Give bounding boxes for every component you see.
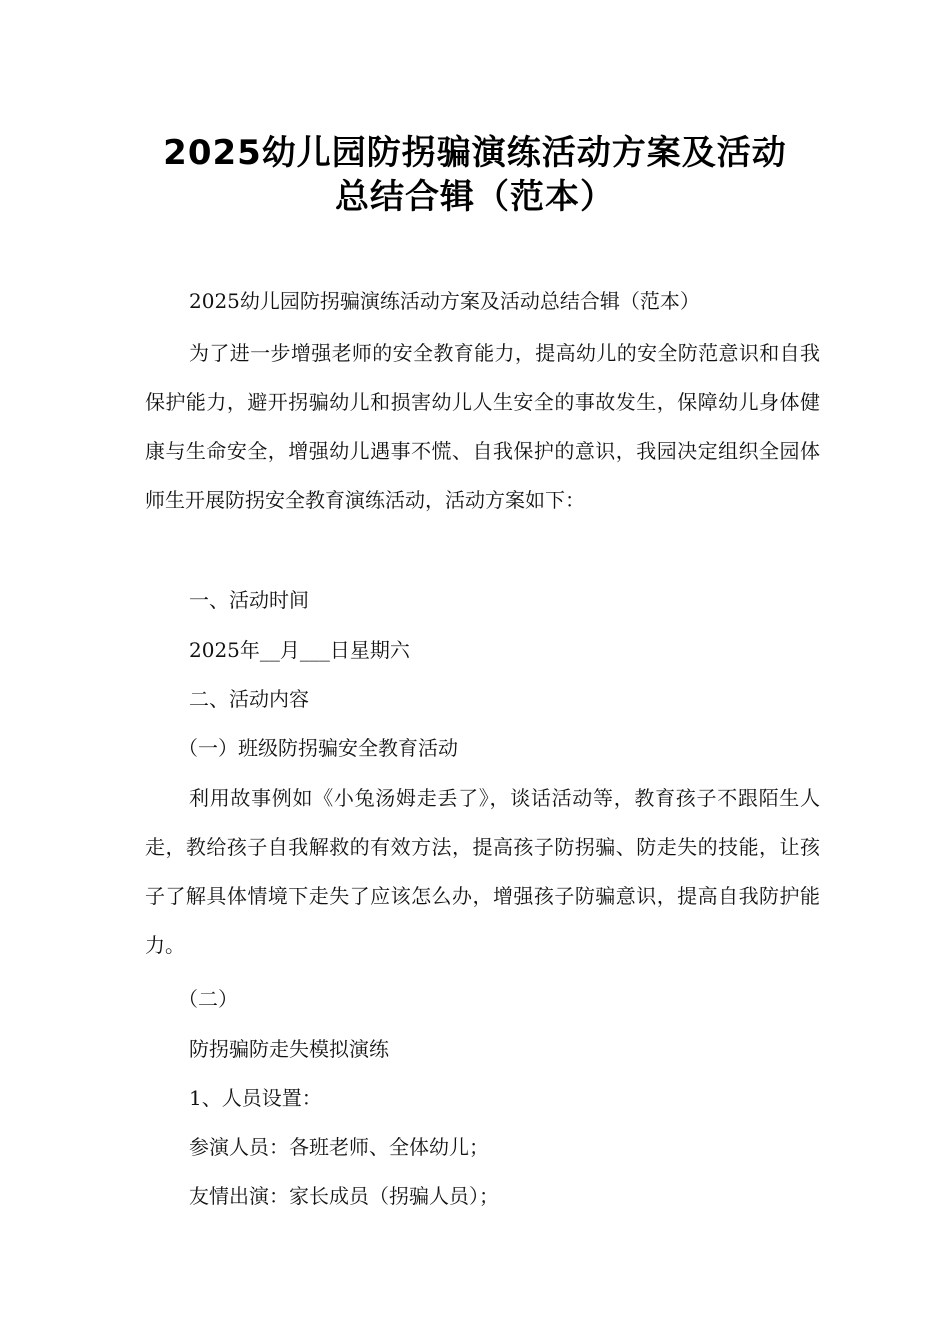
participants-line: 参演人员：各班老师、全体幼儿； (189, 1135, 489, 1159)
section-2-heading: 二、活动内容 (189, 687, 309, 711)
item-1-heading: 1、人员设置： (189, 1086, 322, 1110)
document-title-line-2: 总结合辑（范本） (335, 177, 615, 217)
subsection-1-heading: （一）班级防拐骗安全教育活动 (178, 736, 458, 760)
drill-title: 防拐骗防走失模拟演练 (189, 1037, 389, 1061)
subsection-1-paragraph: 利用故事例如《小兔汤姆走丢了》，谈话活动等，教育孩子不跟陌生人走，教给孩子自我解救的有效方法，提高孩子防拐骗、防走失的技能，让孩子了解具体情境下走失了应该怎么办，增强孩子防骗意识，提高自我防护能力。 (145, 786, 820, 957)
activity-date: 2025年__月___日星期六 (189, 638, 410, 662)
guest-performers-line: 友情出演：家长成员（拐骗人员）； (189, 1184, 499, 1208)
section-1-heading: 一、活动时间 (189, 588, 309, 612)
document-subtitle: 2025幼儿园防拐骗演练活动方案及活动总结合辑（范本） (189, 289, 700, 313)
intro-paragraph: 为了进一步增强老师的安全教育能力，提高幼儿的安全防范意识和自我保护能力，避开拐骗幼儿和损害幼儿人生安全的事故发生，保障幼儿身体健康与生命安全，增强幼儿遇事不慌、自我保护的意识，我园决定组织全园体师生开展防拐安全教育演练活动，活动方案如下： (145, 341, 820, 512)
subsection-2-heading: （二） (178, 987, 238, 1011)
document-title-line-1: 2025幼儿园防拐骗演练活动方案及活动 (163, 133, 787, 173)
